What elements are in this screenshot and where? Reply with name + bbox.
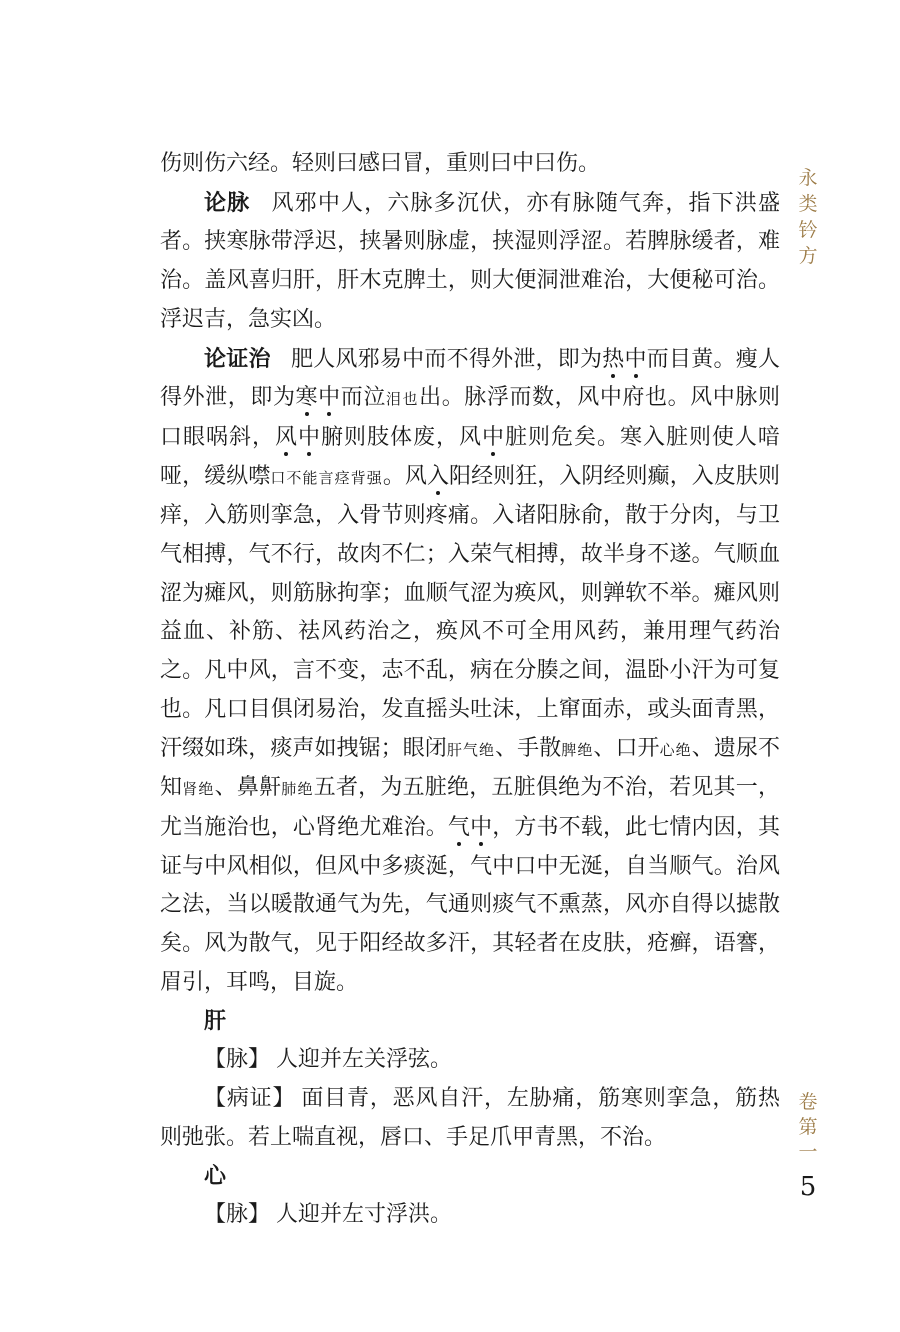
text-run: 。风: [382, 463, 427, 489]
text-run: 、遗尿不知: [160, 735, 780, 801]
book-title-char: 永: [798, 167, 818, 189]
label-symptoms: 【病证】: [204, 1085, 296, 1111]
liver-pulse: [160, 1041, 780, 1080]
book-title-vertical: [796, 165, 820, 269]
subheading-liver: 肝: [204, 1008, 227, 1035]
main-text: [160, 145, 780, 1235]
volume-label-vertical: [796, 1090, 820, 1165]
inline-annotation: 肾绝: [182, 780, 215, 799]
paragraph-treatment: [160, 340, 780, 1003]
inline-annotation: 泪也: [385, 390, 420, 409]
emphasis-dot-char: 入: [426, 463, 450, 489]
text-run: 而泣: [340, 385, 386, 411]
paragraph-text: 伤则伤六经。轻则曰感曰冒，重则曰中曰伤。: [160, 151, 601, 176]
emphasis-dot-char: 寒: [295, 385, 319, 411]
section-heading-treatment: 论证治: [204, 345, 271, 372]
book-title-char: 钤: [798, 219, 818, 241]
inline-annotation: 脾绝: [561, 740, 594, 759]
page-number: 5: [799, 1172, 817, 1202]
section-heading-pulse: 论脉: [204, 189, 251, 216]
volume-char: 一: [798, 1141, 818, 1163]
liver-symptoms-text: 面目青，恶风自汗，左胁痛，筋寒则挛急，筋热则弛张。若上喘直视，唇口、手足爪甲青黑，不治。: [160, 1085, 780, 1150]
text-run: 、手散: [495, 735, 562, 761]
emphasis-dot-char: 中: [318, 385, 341, 411]
text-run: ，方书不载，此七情内因，其证与中风相似，但风中多痰涎，气中口中无涎，自当顺气。治风之法，当以暖散通气为先，气通则痰气不熏蒸，风亦自得以摅散矣。风为散气，见于阳经故多汗，其轻者在皮肤，疮癣，语謇，眉引，耳鸣，目旋。: [160, 814, 780, 995]
liver-pulse-text: 人迎并左关浮弦。: [276, 1047, 453, 1073]
heart-pulse-text: 人迎并左寸浮洪。: [276, 1201, 453, 1227]
paragraph-text: 风邪中人，六脉多沉伏，亦有脉随气奔，指下洪盛者。挟寒脉带浮迟，挟暑则脉虚，挟湿则浮涩。若脾脉缓者，难治。盖风喜归肝，肝木克脾土，则大便洞泄难治，大便秘可治。浮迟吉，急实凶。: [160, 190, 780, 332]
emphasis-dot-char: 中: [624, 346, 647, 372]
text-run: 阳经则狂，入阴经则癫，入皮肤则痒，入筋则挛急，入骨节则疼痛。入诸阳脉俞，散于分肉，与卫气相搏，气不行，故肉不仁；入荣气相搏，故半身不遂。气顺血涩为瘫风，则筋脉拘挛；血顺气涩为痪风，则亸软不举。瘫风则益血、补筋、祛风药治之，痪风不可全用风药，兼用理气药治之。凡中风，言不变，志不乱，病在分腠之间，温卧小汗为可复也。凡口目俱闭易治，发直摇头吐沫，上窜面赤，或头面青黑，汗缀如珠，痰声如拽锯；眼闭: [160, 463, 780, 761]
emphasis-dot-char: 中: [297, 424, 321, 450]
volume-char: 第: [798, 1116, 818, 1138]
text-run: 、鼻鼾: [214, 775, 282, 801]
inline-annotation: 肝气绝: [446, 740, 496, 759]
paragraph-pulse: [160, 184, 780, 340]
text-run: 、口开: [593, 735, 660, 761]
label-pulse: 【脉】: [204, 1201, 271, 1227]
emphasis-dot-char: 中: [481, 424, 505, 450]
text-run: 脏则危矣。寒入脏则使人喑哑，缓纵噤: [160, 424, 780, 489]
emphasis-dot-char: 气: [447, 814, 471, 840]
text-run: 肥人风邪易中而不得外泄，即为: [290, 346, 603, 372]
book-title-char: 方: [798, 245, 818, 267]
text-run: 腑则肢体废，风: [320, 424, 482, 450]
inline-annotation: 肺绝: [281, 780, 314, 799]
book-title-char: 类: [798, 193, 818, 215]
text-run: 而目黄。瘦人得外泄，即为: [160, 346, 780, 411]
label-pulse: 【脉】: [204, 1047, 271, 1073]
paragraph-continuation: [160, 145, 780, 184]
text-run: 五者，为五脏绝，五脏俱绝为不治，若见其一，尤当施治也，心肾绝尤难治。: [160, 775, 780, 840]
liver-symptoms: [160, 1080, 780, 1157]
inline-annotation: 心绝: [659, 740, 692, 759]
heart-pulse: [160, 1196, 780, 1235]
emphasis-dot-char: 中: [470, 814, 493, 840]
emphasis-dot-char: 风: [274, 424, 298, 450]
text-run: 出。脉浮而数，风中府也。风中脉则口眼㖞斜，: [160, 385, 780, 450]
inline-annotation: 口不能言痉背强: [270, 468, 383, 487]
emphasis-dot-char: 热: [602, 346, 625, 372]
volume-char: 卷: [798, 1091, 818, 1113]
subheading-heart: 心: [204, 1163, 227, 1190]
